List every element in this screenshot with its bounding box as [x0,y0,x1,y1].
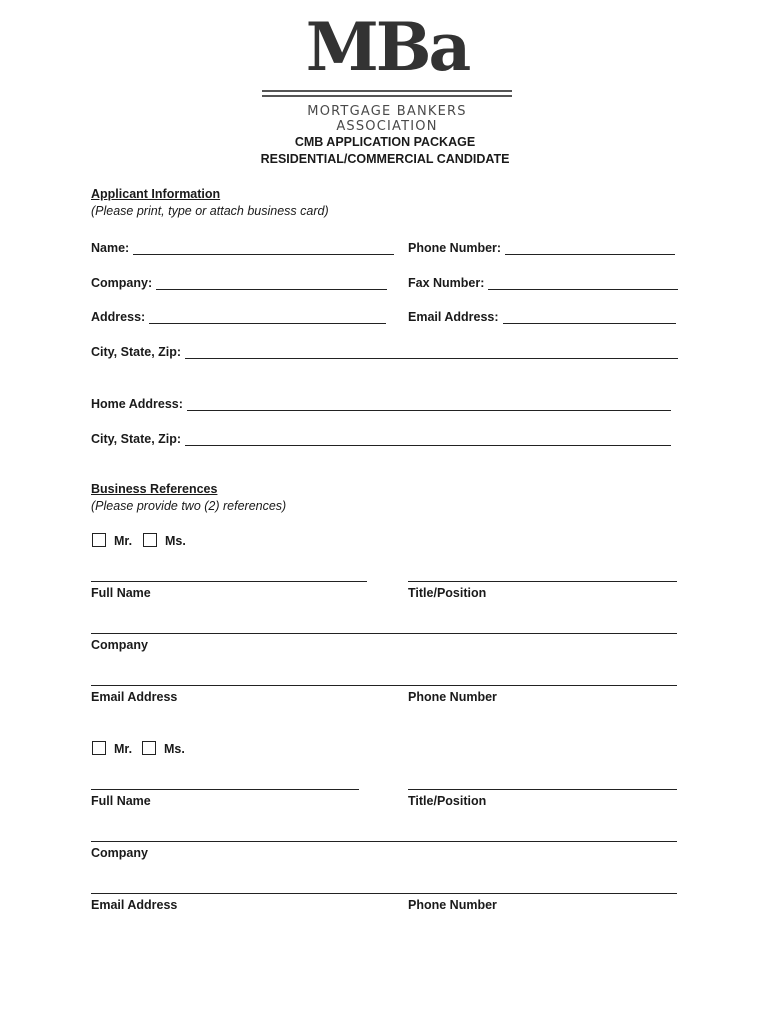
ref2-ms-checkbox[interactable] [142,741,156,755]
home-city-state-zip-field[interactable] [91,430,671,446]
logo-rule-bottom [262,95,512,97]
ref1-phone-label: Phone Number [408,690,497,704]
phone-input-line[interactable] [505,242,675,255]
company-label: Company: [91,276,153,290]
references-section-note: (Please provide two (2) references) [91,499,287,513]
svg-text:MBa: MBa [305,12,469,82]
address-label: Address: [91,310,146,324]
logo-caption: MORTGAGE BANKERS ASSOCIATION [307,104,467,134]
home-address-field[interactable] [91,395,671,411]
email-field[interactable] [408,308,676,324]
ref1-ms-label: Ms. [165,534,186,548]
fax-label: Fax Number: [408,276,485,290]
name-input-line[interactable] [133,242,394,255]
ref2-email-phone-line[interactable] [91,893,677,894]
ref1-company-label: Company [91,638,148,652]
ref1-mr-checkbox[interactable] [92,533,106,547]
mba-logo-wordmark [262,12,512,82]
home-city-state-zip-label: City, State, Zip: [91,432,182,446]
ref1-title-label: Title/Position [408,586,487,600]
ref2-company-line[interactable] [91,841,677,842]
references-section-title: Business References [91,482,218,496]
home-address-input-line[interactable] [187,398,671,411]
phone-field[interactable] [408,239,675,255]
fax-field[interactable] [408,274,678,290]
name-label: Name: [91,241,130,255]
ref2-full-name-label: Full Name [91,794,151,808]
city-state-zip-label: City, State, Zip: [91,345,182,359]
ref2-title-line[interactable] [408,789,677,790]
email-label: Email Address: [408,310,499,324]
ref1-email-phone-line[interactable] [91,685,677,686]
phone-label: Phone Number: [408,241,502,255]
fax-input-line[interactable] [488,277,678,290]
ref1-full-name-line[interactable] [91,581,367,582]
ref2-mr-checkbox[interactable] [92,741,106,755]
city-state-zip-field[interactable] [91,343,678,359]
address-field[interactable] [91,308,386,324]
ref1-ms-checkbox[interactable] [143,533,157,547]
home-city-state-zip-input-line[interactable] [185,433,671,446]
email-input-line[interactable] [503,311,676,324]
ref1-title-line[interactable] [408,581,677,582]
ref2-full-name-line[interactable] [91,789,359,790]
ref2-ms-label: Ms. [164,742,185,756]
ref2-email-label: Email Address [91,898,178,912]
name-field[interactable] [91,239,394,255]
company-input-line[interactable] [156,277,387,290]
ref2-company-label: Company [91,846,148,860]
ref1-mr-label: Mr. [114,534,133,548]
city-state-zip-input-line[interactable] [185,346,678,359]
ref2-phone-label: Phone Number [408,898,497,912]
form-title-line2: RESIDENTIAL/COMMERCIAL CANDIDATE [260,152,510,166]
mba-logo [262,12,512,82]
form-title-line1: CMB APPLICATION PACKAGE [294,135,476,149]
company-field[interactable] [91,274,387,290]
ref1-full-name-label: Full Name [91,586,151,600]
applicant-section-note: (Please print, type or attach business card) [91,204,329,218]
ref2-title-label: Title/Position [408,794,487,808]
logo-rule-top [262,90,512,92]
home-address-label: Home Address: [91,397,183,411]
ref2-mr-label: Mr. [114,742,133,756]
address-input-line[interactable] [149,311,386,324]
ref1-email-label: Email Address [91,690,178,704]
ref1-company-line[interactable] [91,633,677,634]
applicant-section-title: Applicant Information [91,187,221,201]
